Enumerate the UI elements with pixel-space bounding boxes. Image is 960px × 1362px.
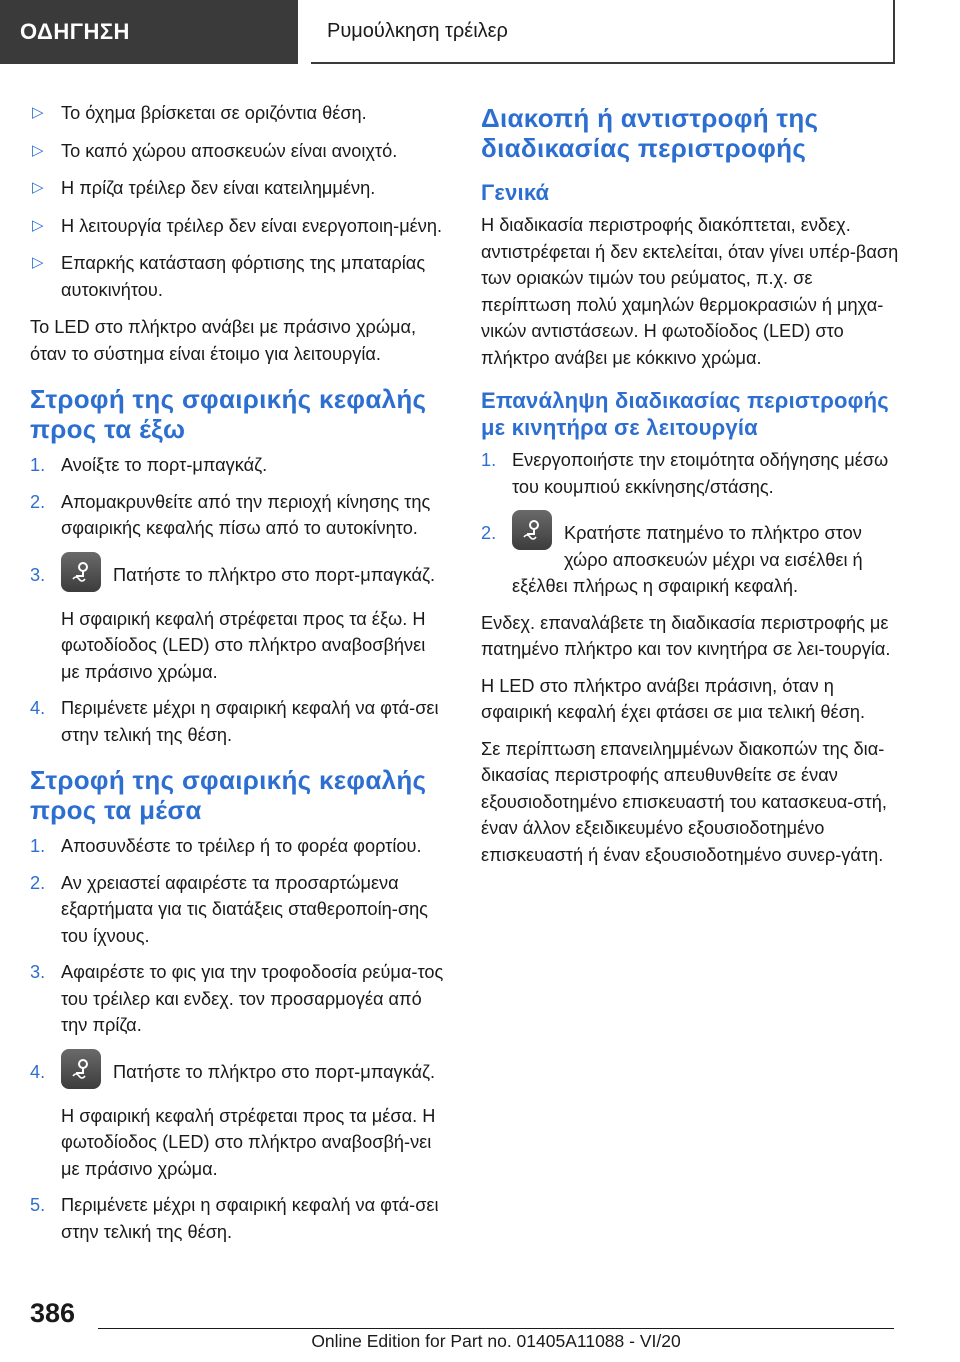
step-number: 1. (30, 836, 46, 856)
step-number: 4. (30, 1061, 46, 1082)
step-item (30, 452, 448, 479)
page-number: 386 (30, 1298, 76, 1328)
tow-ball-button-icon (512, 510, 552, 550)
list-item (30, 175, 448, 202)
tow-ball-glyph (68, 559, 94, 585)
step-item (30, 833, 448, 860)
triangle-right-icon: ▷ (32, 104, 44, 121)
list-item (30, 138, 448, 165)
edition-text: Online Edition for Part no. 01405A11088 - VI/20 (311, 1331, 681, 1351)
left-column (30, 100, 448, 1255)
triangle-right-icon: ▷ (32, 254, 44, 271)
step-result-text: Η σφαιρική κεφαλή στρέφεται προς τα μέσα. Η φωτοδίοδος (LED) στο πλήκτρο αναβοσβή-νει με πράσινο χρώμα. (61, 1105, 436, 1179)
list-item (30, 100, 448, 127)
step-number: 2. (30, 872, 46, 893)
step-item (30, 870, 448, 950)
step-text: Ενεργοποιήστε την ετοιμότητα οδήγησης μέσω του κουμπιού εκκίνησης/στάσης. (512, 450, 889, 497)
triangle-right-icon: ▷ (32, 179, 44, 196)
led-green-text: Η LED στο πλήκτρο ανάβει πράσινη, όταν η σφαιρική κεφαλή έχει φτάσει σε μια τελική θέση. (481, 675, 866, 722)
tow-ball-button-icon (61, 1049, 101, 1089)
step-item (30, 562, 448, 686)
step-number: 1. (30, 455, 46, 475)
step-number: 3. (30, 962, 46, 982)
bullet-text: Η λειτουργία τρέιλερ δεν είναι ενεργοποιη-μένη. (61, 215, 443, 236)
header-divider (300, 0, 311, 64)
tow-ball-glyph (68, 1056, 94, 1082)
header-section-label: ΟΔΗΓΗΣΗ (20, 19, 130, 44)
step-item (30, 1059, 448, 1183)
bullet-text: Το καπό χώρου αποσκευών είναι ανοιχτό. (61, 140, 398, 161)
led-ready-text: Το LED στο πλήκτρο ανάβει με πράσινο χρώμα, όταν το σύστημα είναι έτοιμο για λειτουργία. (30, 317, 417, 364)
heading-swing-out: Στροφή της σφαιρικής κεφαλής προς τα έξω (30, 384, 427, 444)
step-text: Αποσυνδέστε το τρέιλερ ή το φορέα φορτίου. (61, 836, 422, 856)
step-number: 4. (30, 698, 46, 718)
footer-divider (98, 1328, 894, 1329)
step-text: Αφαιρέστε το φις για την τροφοδοσία ρεύμα-τος του τρέιλερ και ενδεχ. τον προσαρμογέα από την πρίζα. (61, 962, 444, 1035)
list-item (30, 250, 448, 303)
step-item (30, 959, 448, 1039)
general-text: Η διαδικασία περιστροφής διακόπτεται, ενδεχ. αντιστρέφεται ή δεν εκτελείται, όταν γίνει υπέρ-βαση των οριακών τιμών του ρεύματος, π.χ. σε περίπτωση πολύ χαμηλών θερμοκρασιών ή μηχα-νικών αντιστάσεων. Η φωτοδίοδος (LED) στο πλήκτρο ανάβει με κόκκινο χρώμα. (481, 215, 899, 368)
step-text: Αν χρειαστεί αφαιρέστε τα προσαρτώμενα εξαρτήματα για τις διατάξεις σταθεροποίη-σης του ίχνους. (61, 872, 428, 946)
tow-ball-glyph (519, 517, 545, 543)
step-number: 2. (481, 523, 497, 543)
step-text: Απομακρυνθείτε από την περιοχή κίνησης της σφαιρικής κεφαλής πίσω από το αυτοκίνητο. (61, 491, 431, 538)
step-item (481, 447, 899, 500)
header-topic-label: Ρυμούλκηση τρέιλερ (327, 19, 508, 42)
step-text: Κρατήστε πατημένο το πλήκτρο στον χώρο αποσκευών μέχρι να εισέλθει ή εξέλθει πλήρως η σφαιρική κεφαλή. (512, 523, 863, 596)
heading-repeat: Επανάληψη διαδικασίας περιστροφής με κινητήρα σε λειτουργία (481, 388, 889, 440)
heading-general: Γενικά (481, 180, 550, 205)
list-item (30, 213, 448, 240)
bullet-text: Το όχημα βρίσκεται σε οριζόντια θέση. (61, 103, 367, 123)
step-item (481, 520, 899, 600)
step-number: 1. (481, 450, 497, 470)
triangle-right-icon: ▷ (32, 216, 44, 234)
step-number: 2. (30, 491, 46, 512)
step-result-text: Η σφαιρική κεφαλή στρέφεται προς τα έξω. Η φωτοδίοδος (LED) στο πλήκτρο αναβοσβήνει με πράσινο χρώμα. (61, 608, 426, 682)
step-number: 3. (30, 564, 46, 585)
triangle-right-icon: ▷ (32, 141, 44, 159)
bullet-text: Επαρκής κατάσταση φόρτισης της μπαταρίας αυτοκινήτου. (61, 253, 426, 300)
step-number: 5. (30, 1195, 46, 1215)
step-item (30, 489, 448, 542)
bullet-text: Η πρίζα τρέιλερ δεν είναι κατειλημμένη. (61, 178, 376, 198)
step-text: Πατήστε το πλήκτρο στο πορτ-μπαγκάζ. (113, 1061, 436, 1082)
step-text: Ανοίξτε το πορτ-μπαγκάζ. (61, 455, 268, 475)
service-text: Σε περίπτωση επανειλημμένων διακοπών της δια-δικασίας περιστροφής απευθυνθείτε σε έναν εξουσιοδοτημένο επισκευαστή του κατασκευα-στή, έναν άλλον εξειδικευμένο εξουσιοδοτημένο επισκευαστή ή έναν εξουσιοδοτημένο συνερ-γάτη. (481, 738, 887, 865)
header-section (0, 0, 298, 64)
heading-swing-in: Στροφή της σφαιρικής κεφαλής προς τα μέσα (30, 765, 427, 825)
right-column (481, 100, 899, 878)
step-item (30, 1192, 448, 1245)
step-text: Περιμένετε μέχρι η σφαιρική κεφαλή να φτά-σει στην τελική της θέση. (61, 1195, 439, 1242)
step-button-row (61, 562, 448, 592)
step-text: Περιμένετε μέχρι η σφαιρική κεφαλή να φτά-σει στην τελική της θέση. (61, 698, 439, 745)
step-text: Πατήστε το πλήκτρο στο πορτ-μπαγκάζ. (113, 564, 436, 585)
step-button-row (512, 520, 899, 600)
tow-ball-button-icon (61, 552, 101, 592)
step-item (30, 695, 448, 748)
header-topic (311, 0, 895, 64)
repeat-text: Ενδεχ. επαναλάβετε τη διαδικασία περιστροφής με πατημένο πλήκτρο και τον κινητήρα σε λει-τουργία. (481, 612, 891, 659)
heading-interrupt: Διακοπή ή αντιστροφή της διαδικασίας περιστροφής (481, 103, 819, 163)
step-button-row (61, 1059, 448, 1089)
